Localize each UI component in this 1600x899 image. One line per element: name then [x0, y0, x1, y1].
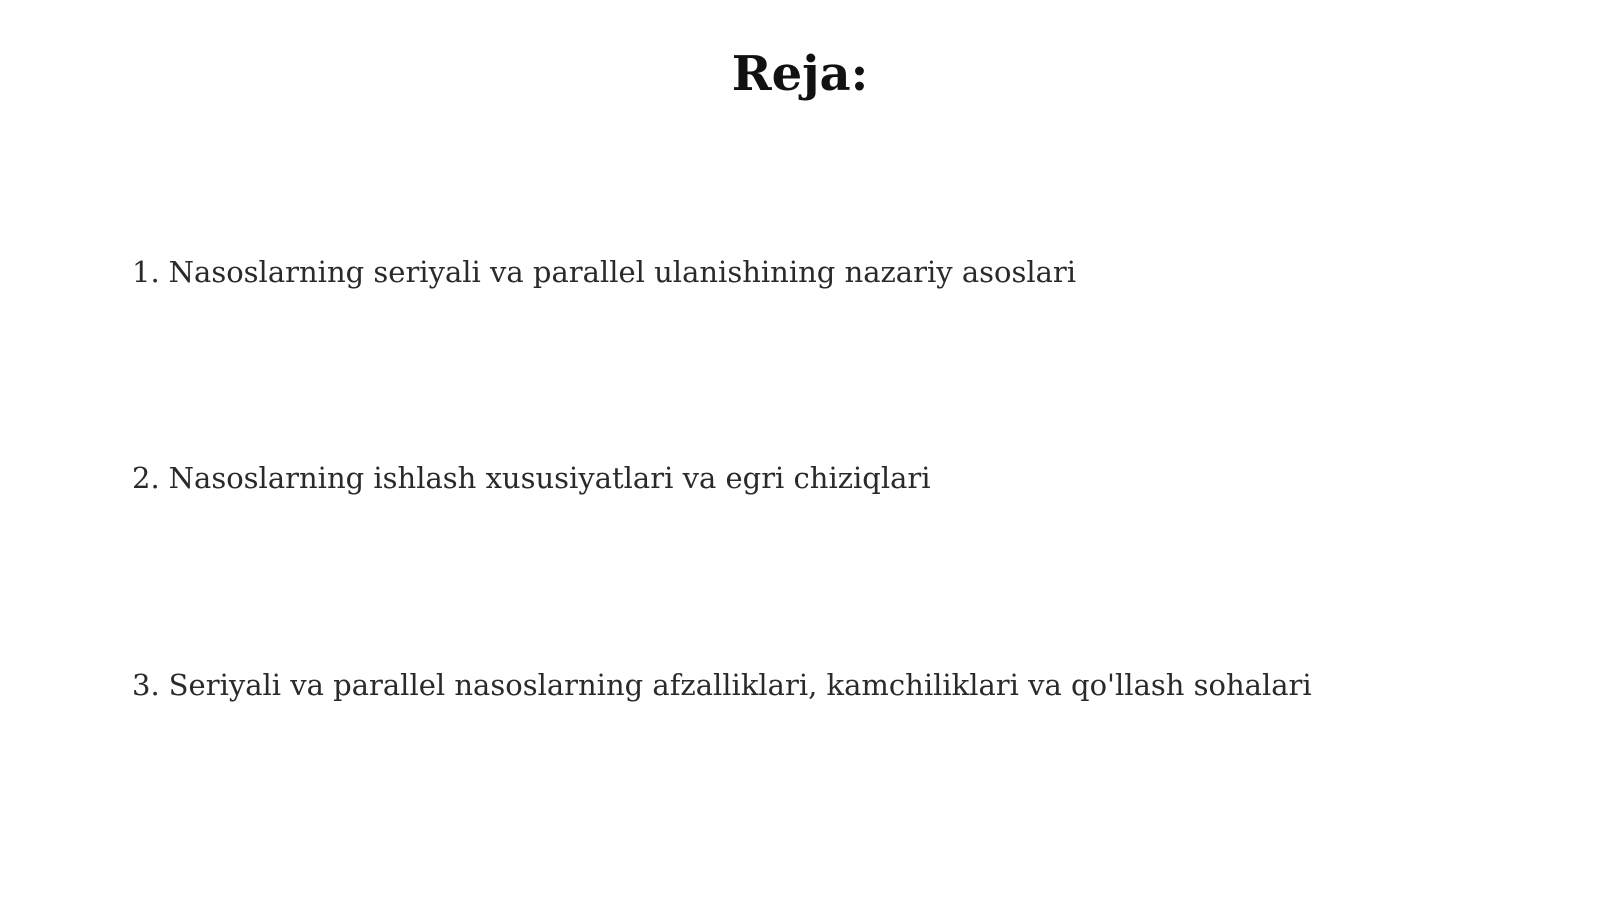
plan-item-number: 3.: [132, 668, 160, 702]
plan-item-2: [132, 458, 931, 498]
plan-item-1: [132, 252, 1076, 292]
plan-item-number: 1.: [132, 255, 160, 289]
plan-item-text: Seriyali va parallel nasoslarning afzalliklari, kamchiliklari va qo'llash sohalari: [168, 668, 1312, 702]
plan-item-text: Nasoslarning seriyali va parallel ulanishining nazariy asoslari: [168, 255, 1077, 289]
plan-item-text: Nasoslarning ishlash xususiyatlari va egri chiziqlari: [168, 461, 931, 495]
plan-item-3: [132, 665, 1312, 705]
plan-item-number: 2.: [132, 461, 160, 495]
slide-title: Reja:: [731, 46, 869, 102]
